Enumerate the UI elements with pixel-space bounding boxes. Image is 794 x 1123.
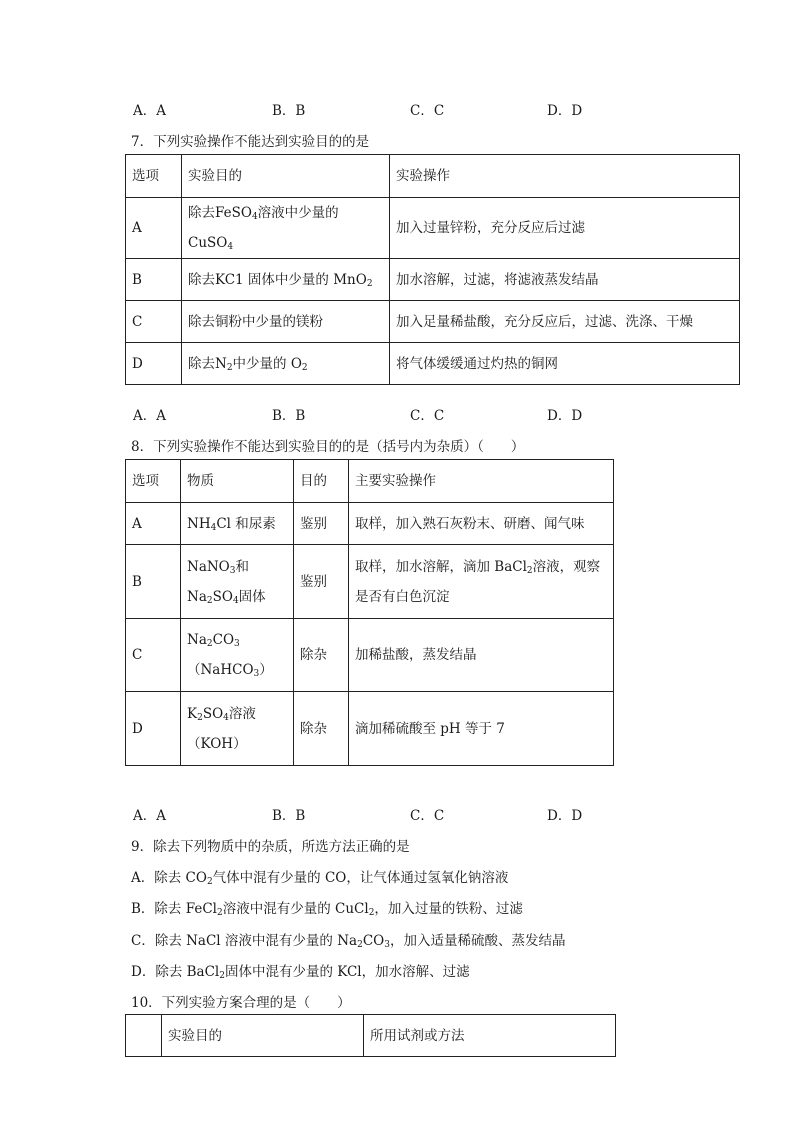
q9-option-d: D．除去 BaCl$_2$固体中混有少量的 KCl，加水溶解、过滤 bbox=[131, 964, 470, 981]
table-row bbox=[126, 692, 614, 766]
q7-table bbox=[125, 154, 740, 385]
table-row bbox=[126, 503, 614, 545]
q7-header-goal: 实验目的 bbox=[182, 155, 390, 198]
q7-header-option: 选项 bbox=[126, 155, 182, 198]
row-option: A bbox=[126, 198, 182, 259]
row-substance: $K_2SO_4$溶液 （KOH） bbox=[181, 692, 294, 766]
row-operation: 滴加稀硫酸至 pH 等于 7 bbox=[349, 692, 614, 766]
row-substance: $NH_4Cl$ 和尿素 bbox=[181, 503, 294, 545]
q7-option-c: C．C bbox=[410, 408, 445, 424]
table-row bbox=[126, 259, 740, 301]
q8-options bbox=[133, 804, 653, 824]
table-row bbox=[126, 343, 740, 385]
q9-option-a: A．除去 $CO_2$气体中混有少量的 CO，让气体通过氢氧化钠溶液 bbox=[131, 870, 509, 887]
row-option: D bbox=[126, 692, 181, 766]
row-substance: NaNO$_3$和 $Na_2SO_4$固体 bbox=[181, 545, 294, 619]
row-purpose: 鉴别 bbox=[294, 503, 349, 545]
q8-header-option: 选项 bbox=[126, 460, 181, 503]
row-operation: 将气体缓缓通过灼热的铜网 bbox=[390, 343, 740, 385]
row-goal: 除去KC1 固体中少量的 MnO$_2$ bbox=[182, 259, 390, 301]
row-operation: 加入足量稀盐酸，充分反应后，过滤、洗涤、干燥 bbox=[390, 301, 740, 343]
q8-stem: 8．下列实验操作不能达到实验目的的是（括号内为杂质）（ ） bbox=[131, 439, 525, 455]
q7-option-a: A．A bbox=[133, 408, 166, 424]
row-option: B bbox=[126, 259, 182, 301]
q6-option-d: D．D bbox=[547, 103, 583, 119]
q6-option-a: A．A bbox=[133, 103, 166, 119]
q7-option-d: D．D bbox=[547, 408, 583, 424]
q8-table bbox=[125, 459, 614, 766]
q6-option-c: C．C bbox=[410, 103, 445, 119]
row-goal: 除去FeSO$_4$溶液中少量的CuSO$_4$ bbox=[182, 198, 390, 259]
row-option: C bbox=[126, 301, 182, 343]
q9-option-c: C．除去 NaCl 溶液中混有少量的 $Na_2CO_3$，加入适量稀硫酸、蒸发结晶 bbox=[131, 933, 566, 950]
q10-header-goal: 实验目的 bbox=[162, 1015, 364, 1057]
row-option: A bbox=[126, 503, 181, 545]
row-purpose: 鉴别 bbox=[294, 545, 349, 619]
table-row bbox=[126, 198, 740, 259]
row-option: D bbox=[126, 343, 182, 385]
q7-header-row bbox=[126, 155, 740, 198]
row-operation: 加水溶解，过滤，将滤液蒸发结晶 bbox=[390, 259, 740, 301]
q10-stem: 10．下列实验方案合理的是（ ） bbox=[131, 995, 351, 1011]
q9-option-b: B．除去 FeCl$_2$溶液中混有少量的 CuCl$_2$，加入过量的铁粉、过滤 bbox=[131, 901, 523, 918]
row-purpose: 除杂 bbox=[294, 692, 349, 766]
table-row bbox=[126, 545, 614, 619]
q6-option-b: B．B bbox=[272, 103, 306, 119]
q10-header-blank bbox=[126, 1015, 162, 1057]
row-goal: 除去铜粉中少量的镁粉 bbox=[182, 301, 390, 343]
row-operation: 取样，加入熟石灰粉末、研磨、闻气味 bbox=[349, 503, 614, 545]
row-operation: 加稀盐酸，蒸发结晶 bbox=[349, 619, 614, 692]
q8-header-operation: 主要实验操作 bbox=[349, 460, 614, 503]
q10-header-row bbox=[126, 1015, 616, 1057]
row-substance: $Na_2CO_3$ （NaHCO$_3$） bbox=[181, 619, 294, 692]
row-option: B bbox=[126, 545, 181, 619]
row-option: C bbox=[126, 619, 181, 692]
q8-header-row bbox=[126, 460, 614, 503]
q8-option-c: C．C bbox=[410, 808, 445, 824]
q8-option-a: A．A bbox=[133, 808, 166, 824]
row-goal: 除去$N_2$中少量的 $O_2$ bbox=[182, 343, 390, 385]
q7-stem: 7．下列实验操作不能达到实验目的的是 bbox=[131, 134, 370, 150]
row-operation: 取样，加水溶解，滴加 BaCl$_2$溶液，观察 是否有白色沉淀 bbox=[349, 545, 614, 619]
q7-option-b: B．B bbox=[272, 408, 306, 424]
q8-header-substance: 物质 bbox=[181, 460, 294, 503]
q10-table bbox=[125, 1014, 616, 1057]
q10-header-method: 所用试剂或方法 bbox=[364, 1015, 616, 1057]
q8-option-d: D．D bbox=[547, 808, 583, 824]
table-row bbox=[126, 619, 614, 692]
table-row bbox=[126, 301, 740, 343]
q7-options bbox=[133, 404, 653, 424]
q9-stem: 9．除去下列物质中的杂质，所选方法正确的是 bbox=[131, 839, 410, 855]
row-purpose: 除杂 bbox=[294, 619, 349, 692]
q8-header-purpose: 目的 bbox=[294, 460, 349, 503]
row-operation: 加入过量锌粉，充分反应后过滤 bbox=[390, 198, 740, 259]
q8-option-b: B．B bbox=[272, 808, 306, 824]
q7-header-operation: 实验操作 bbox=[390, 155, 740, 198]
q6-options bbox=[133, 99, 653, 119]
